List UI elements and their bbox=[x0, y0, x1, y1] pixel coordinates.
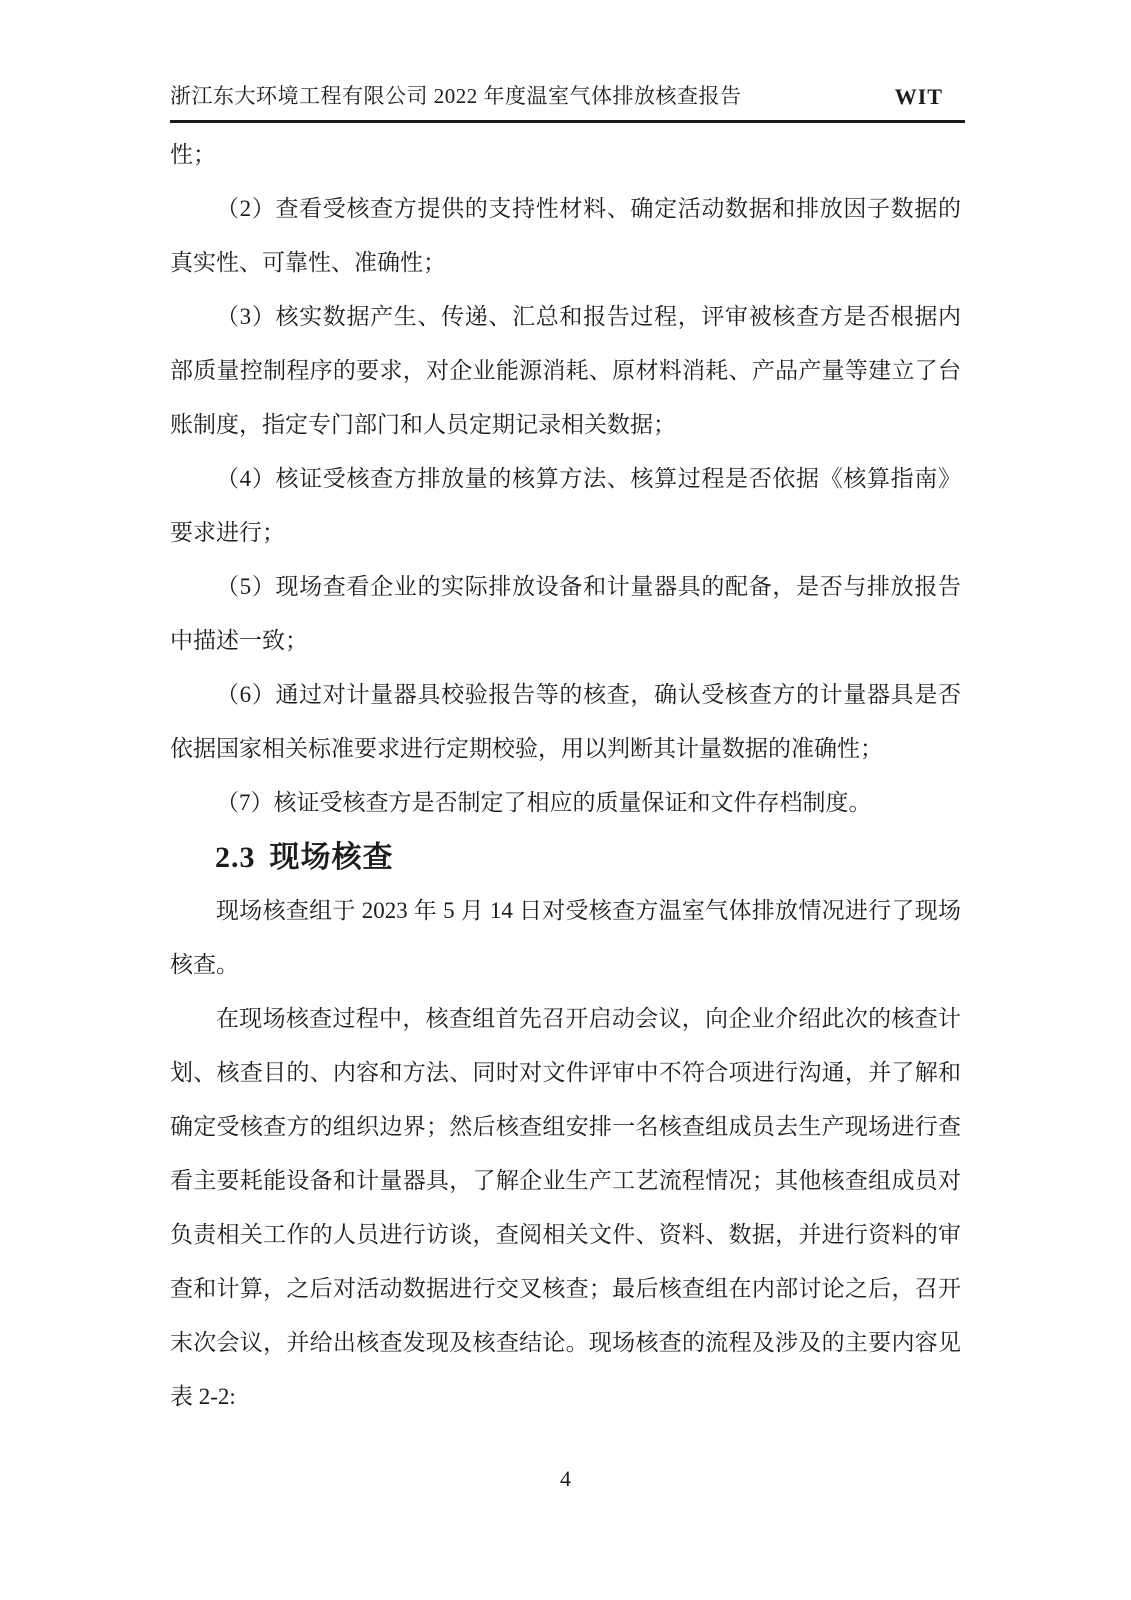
section-number: 2.3 bbox=[215, 841, 256, 874]
paragraph-continuation: 性； bbox=[170, 142, 216, 167]
verification-item-6: （6）通过对计量器具校验报告等的核查，确认受核查方的计量器具是否依据国家相关标准要求进行定期校验，用以判断其计量数据的准确性； bbox=[170, 682, 961, 761]
page-header bbox=[170, 0, 965, 123]
header-title: 浙江东大环境工程有限公司 2022 年度温室气体排放核查报告 bbox=[170, 84, 742, 108]
header-brand-logo: WIT bbox=[894, 84, 943, 109]
body-paragraph-site-visit-date: 现场核查组于 2023 年 5 月 14 日对受核查方温室气体排放情况进行了现场核查。 bbox=[170, 898, 961, 977]
page-footer bbox=[0, 1466, 1131, 1492]
body-paragraph-site-visit-process: 在现场核查过程中，核查组首先召开启动会议，向企业介绍此次的核查计划、核查目的、内容和方法、同时对文件评审中不符合项进行沟通，并了解和确定受核查方的组织边界；然后核查组安排一名核查组成员去生产现场进行查看主要耗能设备和计量器具，了解企业生产工艺流程情况；其他核查组成员对负责相关工作的人员进行访谈，查阅相关文件、资料、数据，并进行资料的审查和计算，之后对活动数据进行交叉核查；最后核查组在内部讨论之后，召开末次会议，并给出核查发现及核查结论。现场核查的流程及涉及的主要内容见表 2-2: bbox=[170, 1006, 961, 1409]
document-content bbox=[170, 128, 961, 1424]
section-title: 现场核查 bbox=[269, 841, 394, 874]
verification-item-2: （2）查看受核查方提供的支持性材料、确定活动数据和排放因子数据的真实性、可靠性、准确性； bbox=[170, 196, 961, 275]
verification-item-4: （4）核证受核查方排放量的核算方法、核算过程是否依据《核算指南》要求进行； bbox=[170, 466, 961, 545]
verification-item-3: （3）核实数据产生、传递、汇总和报告过程，评审被核查方是否根据内部质量控制程序的要求，对企业能源消耗、原材料消耗、产品产量等建立了台账制度，指定专门部门和人员定期记录相关数据； bbox=[170, 304, 961, 437]
section-heading bbox=[215, 832, 961, 884]
verification-item-5: （5）现场查看企业的实际排放设备和计量器具的配备，是否与排放报告中描述一致； bbox=[170, 574, 961, 653]
page-number: 4 bbox=[560, 1466, 571, 1491]
verification-item-7: （7）核证受核查方是否制定了相应的质量保证和文件存档制度。 bbox=[216, 790, 872, 815]
